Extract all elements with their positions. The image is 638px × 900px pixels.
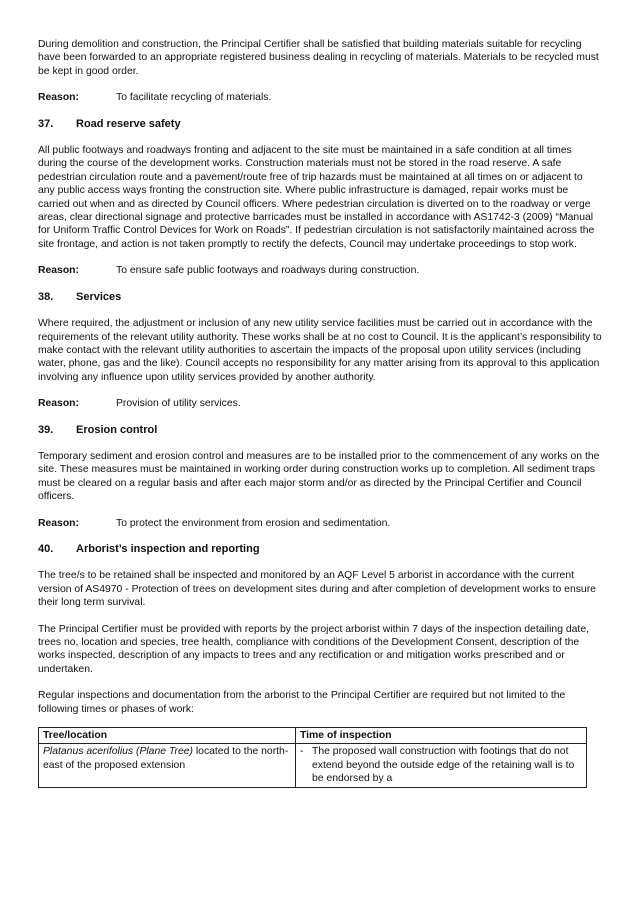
time-of-inspection-cell [296,744,587,787]
list-item [300,745,582,785]
reason-38 [38,397,602,410]
section-37-heading [38,118,602,131]
section-number: 40. [38,542,54,555]
section-number: 39. [38,423,54,436]
section-40-paragraph-2: The Principal Certifier must be provided with reports by the project arborist within 7 days of the inspection detailing date, trees no, location and species, tree health, compliance with conditions of the Development Consent, description of the works inspected, description of any impacts to trees and any rectification or and mitigation works prescribed and or undertaken. [38,623,589,675]
section-title: Erosion control [76,423,158,436]
intro-paragraph: During demolition and construction, the Principal Certifier shall be satisfied that building materials suitable for recycling have been forwarded to an appropriate registered business dealing in recycling of materials. Materials to be recycled must be kept in good order. [38,39,599,77]
reason-label: Reason: [38,517,79,529]
reason-39 [38,517,602,530]
section-40-heading [38,543,602,556]
column-header-tree: Tree/location [39,728,296,744]
reason-label: Reason: [38,92,79,104]
section-number: 38. [38,290,54,303]
tree-species: Platanus acerifolius (Plane Tree) [43,746,193,758]
tree-location-cell [39,744,296,787]
tree-location-text: located to the north-east of the proposed extension [43,746,289,771]
inspection-table [38,727,587,788]
column-header-time: Time of inspection [296,728,587,744]
reason-recycling [38,91,602,104]
section-title: Road reserve safety [76,117,181,130]
reason-label: Reason: [38,265,79,277]
table-header-row [39,728,587,744]
section-title: Arborist’s inspection and reporting [76,542,260,555]
section-37-body: All public footways and roadways fronting and adjacent to the site must be maintained in a safe condition at all times during the course of the development works. Construction materials must not be stored in the road reserve. A safe pedestrian circulation route and a pavement/route free of trip hazards must be maintained at all times on or adjacent to any public access ways fronting the construction site. Where public infrastructure is damaged, repair works must be carried out when and as directed by Council officers. Where pedestrian circulation is diverted on to the roadway or verge areas, clear directional signage and protective barricades must be installed in accordance with AS1742-3 (2009) “Manual for Uniform Traffic Control Devices for Work on Roads”. If pedestrian circulation is not satisfactorily maintained across the site frontage, and action is not taken promptly to rectify the defects, Council may undertake proceedings to stop work. [38,145,595,250]
section-38-body: Where required, the adjustment or inclusion of any new utility service facilities must be carried out in accordance with the requirements of the relevant utility authority. These works shall be at no cost to Council. It is the applicant’s responsibility to make contact with the relevant utility authorities to ascertain the impacts of the proposal upon utility services (including water, phone, gas and the like). Council accepts no responsibility for any matter arising from its approval to this application involving any influence upon utility services provided by another authority. [38,318,602,383]
reason-text: To protect the environment from erosion and sedimentation. [116,517,391,529]
document-page [38,38,602,788]
table-row [39,744,587,787]
reason-text: To facilitate recycling of materials. [116,92,272,104]
list-item-text: The proposed wall construction with footings that do not extend beyond the outside edge of the retaining wall is to be endorsed by a [312,746,575,785]
section-title: Services [76,290,122,303]
section-39-body: Temporary sediment and erosion control and measures are to be installed prior to the commencement of any works on the site. These measures must be maintained in working order during construction works up to completion. All sediment traps must be cleared on a regular basis and after each major storm and/or as directed by the Principal Certifier and Council officers. [38,450,600,503]
reason-37 [38,264,602,277]
section-39-heading [38,424,602,437]
section-38-heading [38,291,602,304]
section-40-paragraph-1: The tree/s to be retained shall be inspected and monitored by an AQF Level 5 arborist in accordance with the current version of AS4970 - Protection of trees on development sites during and after completion of development works to ensure their long term survival. [38,570,596,609]
reason-text: To ensure safe public footways and roadways during construction. [116,265,420,277]
reason-label: Reason: [38,398,79,410]
section-number: 37. [38,117,54,130]
bullet-dash: - [300,746,304,758]
reason-text: Provision of utility services. [116,398,241,410]
section-40-paragraph-3: Regular inspections and documentation from the arborist to the Principal Certifier are required but not limited to the following times or phases of work: [38,690,566,715]
